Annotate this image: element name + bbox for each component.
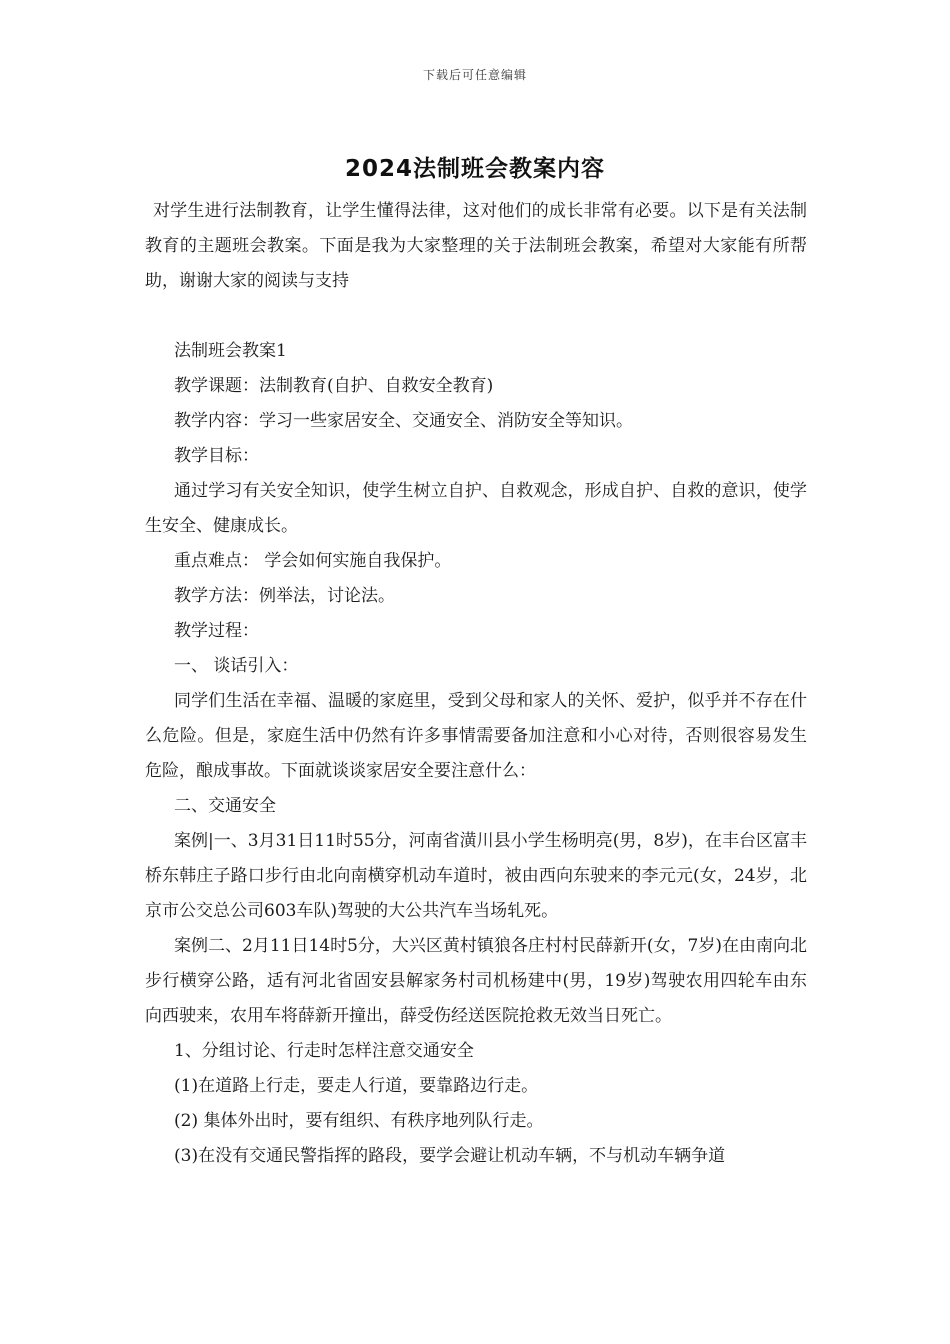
rule-item-2: (2) 集体外出时，要有组织、有秩序地列队行走。 [174,1111,544,1131]
teaching-method: 教学方法：例举法，讨论法。 [174,586,395,606]
key-points: 重点难点： 学会如何实施自我保护。 [174,551,452,571]
section-heading: 法制班会教案1 [174,341,287,361]
lesson-topic: 教学课题：法制教育(自护、自救安全教育) [174,376,494,396]
lesson-content: 教学内容：学习一些家居安全、交通安全、消防安全等知识。 [174,411,633,431]
document-title: 2024法制班会教案内容 [344,156,605,182]
discussion-heading: 1、分组讨论、行走时怎样注意交通安全 [174,1041,474,1061]
lesson-goal-label: 教学目标： [174,446,259,466]
rule-item-1: (1)在道路上行走，要走人行道，要靠路边行走。 [174,1076,539,1096]
case-two-text: 案例二、2月11日14时5分，大兴区黄村镇狼各庄村村民薛新开(女，7岁)在由南向北步行横穿公路，适有河北省固安县解家务村司机杨建中(男，19岁)驾驶农用四轮车由东向西驶来，农用车将薛新开撞出，薛受伤经送医院抢救无效当日死亡。 [145,936,807,1026]
page-header-note: 下载后可任意编辑 [422,68,527,82]
step-one-heading: 一、 谈话引入： [174,656,299,676]
teaching-process-label: 教学过程： [174,621,259,641]
lesson-goal-text: 通过学习有关安全知识，使学生树立自护、自救观念，形成自护、自救的意识，使学生安全、健康成长。 [145,481,807,536]
rule-item-3: (3)在没有交通民警指挥的路段，要学会避让机动车辆，不与机动车辆争道 [174,1146,726,1166]
step-two-heading: 二、交通安全 [174,796,276,816]
document-body [145,194,807,1174]
case-one-text: 案例|一、3月31日11时55分，河南省潢川县小学生杨明亮(男，8岁)，在丰台区富丰桥东韩庄子路口步行由北向南横穿机动车道时，被由西向东驶来的李元元(女，24岁，北京市公交总公司603车队)驾驶的大公共汽车当场轧死。 [145,831,807,921]
intro-paragraph: 对学生进行法制教育，让学生懂得法律，这对他们的成长非常有必要。以下是有关法制教育的主题班会教案。下面是我为大家整理的关于法制班会教案，希望对大家能有所帮助，谢谢大家的阅读与支持 [145,201,807,291]
step-one-text: 同学们生活在幸福、温暖的家庭里，受到父母和家人的关怀、爱护，似乎并不存在什么危险。但是，家庭生活中仍然有许多事情需要备加注意和小心对待，否则很容易发生危险，酿成事故。下面就谈谈家居安全要注意什么： [145,691,807,781]
